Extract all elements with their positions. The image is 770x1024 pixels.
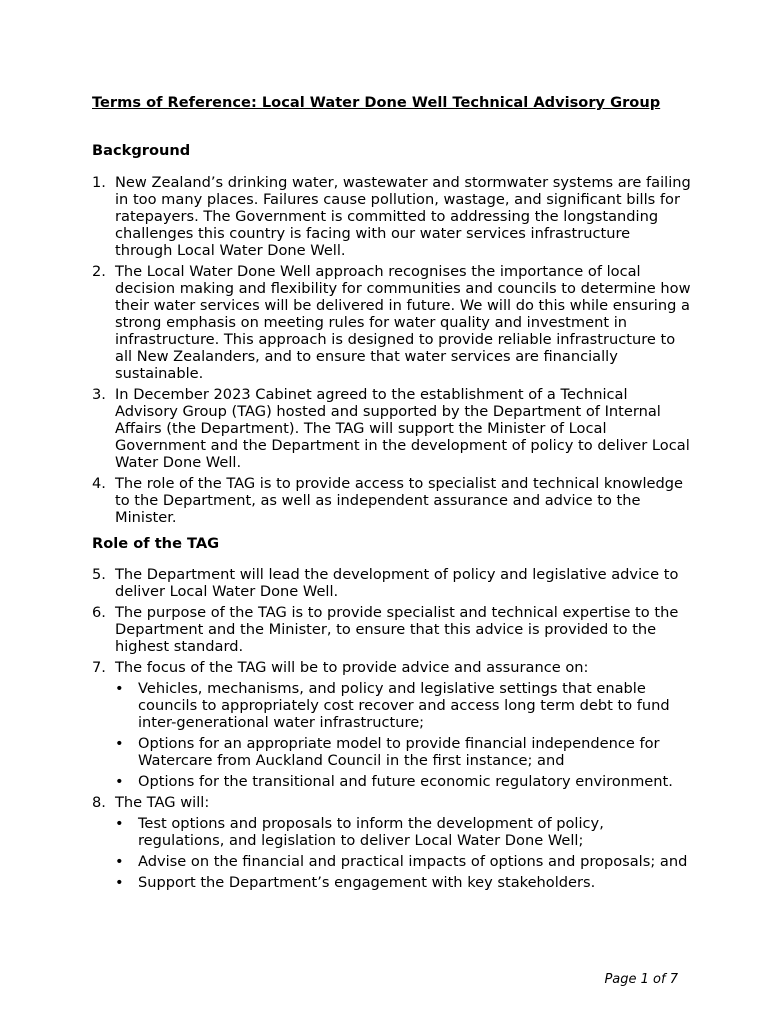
item-text: The TAG will: [115, 794, 210, 811]
role-list [92, 566, 692, 895]
item-number: 4. [92, 475, 106, 492]
item-number: 7. [92, 659, 106, 676]
list-item [92, 604, 692, 655]
bullet-list [115, 680, 692, 790]
list-item [92, 794, 692, 891]
item-number: 1. [92, 174, 106, 191]
section-heading-background: Background [92, 142, 191, 159]
item-number: 2. [92, 263, 106, 280]
item-number: 3. [92, 386, 106, 403]
item-text: The purpose of the TAG is to provide specialist and technical expertise to the Department and the Minister, to ensure that this advice is provided to the highest standard. [115, 604, 679, 655]
bullet-list [115, 815, 692, 891]
list-item [92, 174, 692, 259]
item-text: New Zealand’s drinking water, wastewater and stormwater systems are failing in too many places. Failures cause pollution, wastage, and significant bills for ratepayers. The Government is committed to addressing the longstanding challenges this country is facing with our water services infrastructure through Local Water Done Well. [115, 174, 691, 259]
bullet-item: • Support the Department’s engagement with key stakeholders. [115, 874, 692, 891]
list-item [92, 386, 692, 471]
bullet-item: • Options for an appropriate model to provide financial independence for Watercare from Auckland Council in the first instance; and [115, 735, 692, 769]
document-title: Terms of Reference: Local Water Done Well Technical Advisory Group [92, 94, 661, 111]
bullet-item: • Test options and proposals to inform the development of policy, regulations, and legislation to deliver Local Water Done Well; [115, 815, 692, 849]
list-item [92, 659, 692, 790]
section-heading-role: Role of the TAG [92, 535, 220, 552]
bullet-item: • Vehicles, mechanisms, and policy and legislative settings that enable councils to appropriately cost recover and access long term debt to fund inter-generational water infrastructure; [115, 680, 692, 731]
item-number: 5. [92, 566, 106, 583]
item-text: The focus of the TAG will be to provide advice and assurance on: [115, 659, 589, 676]
page-number: Page 1 of 7 [604, 972, 678, 987]
background-list [92, 174, 692, 530]
list-item [92, 475, 692, 526]
list-item [92, 263, 692, 382]
item-number: 8. [92, 794, 106, 811]
item-text: In December 2023 Cabinet agreed to the establishment of a Technical Advisory Group (TAG) hosted and supported by the Department of Internal Affairs (the Department). The TAG will support the Minister of Local Government and the Department in the development of policy to deliver Local Water Done Well. [115, 386, 690, 471]
bullet-item: • Advise on the financial and practical impacts of options and proposals; and [115, 853, 692, 870]
item-text: The Department will lead the development of policy and legislative advice to deliver Local Water Done Well. [115, 566, 679, 600]
bullet-item: • Options for the transitional and future economic regulatory environment. [115, 773, 692, 790]
item-text: The role of the TAG is to provide access to specialist and technical knowledge to the Department, as well as independent assurance and advice to the Minister. [115, 475, 684, 526]
list-item [92, 566, 692, 600]
item-number: 6. [92, 604, 106, 621]
item-text: The Local Water Done Well approach recognises the importance of local decision making and flexibility for communities and councils to determine how their water services will be delivered in future. We will do this while ensuring a strong emphasis on meeting rules for water quality and investment in infrastructure. This approach is designed to provide reliable infrastructure to all New Zealanders, and to ensure that water services are financially sustainable. [115, 263, 691, 382]
